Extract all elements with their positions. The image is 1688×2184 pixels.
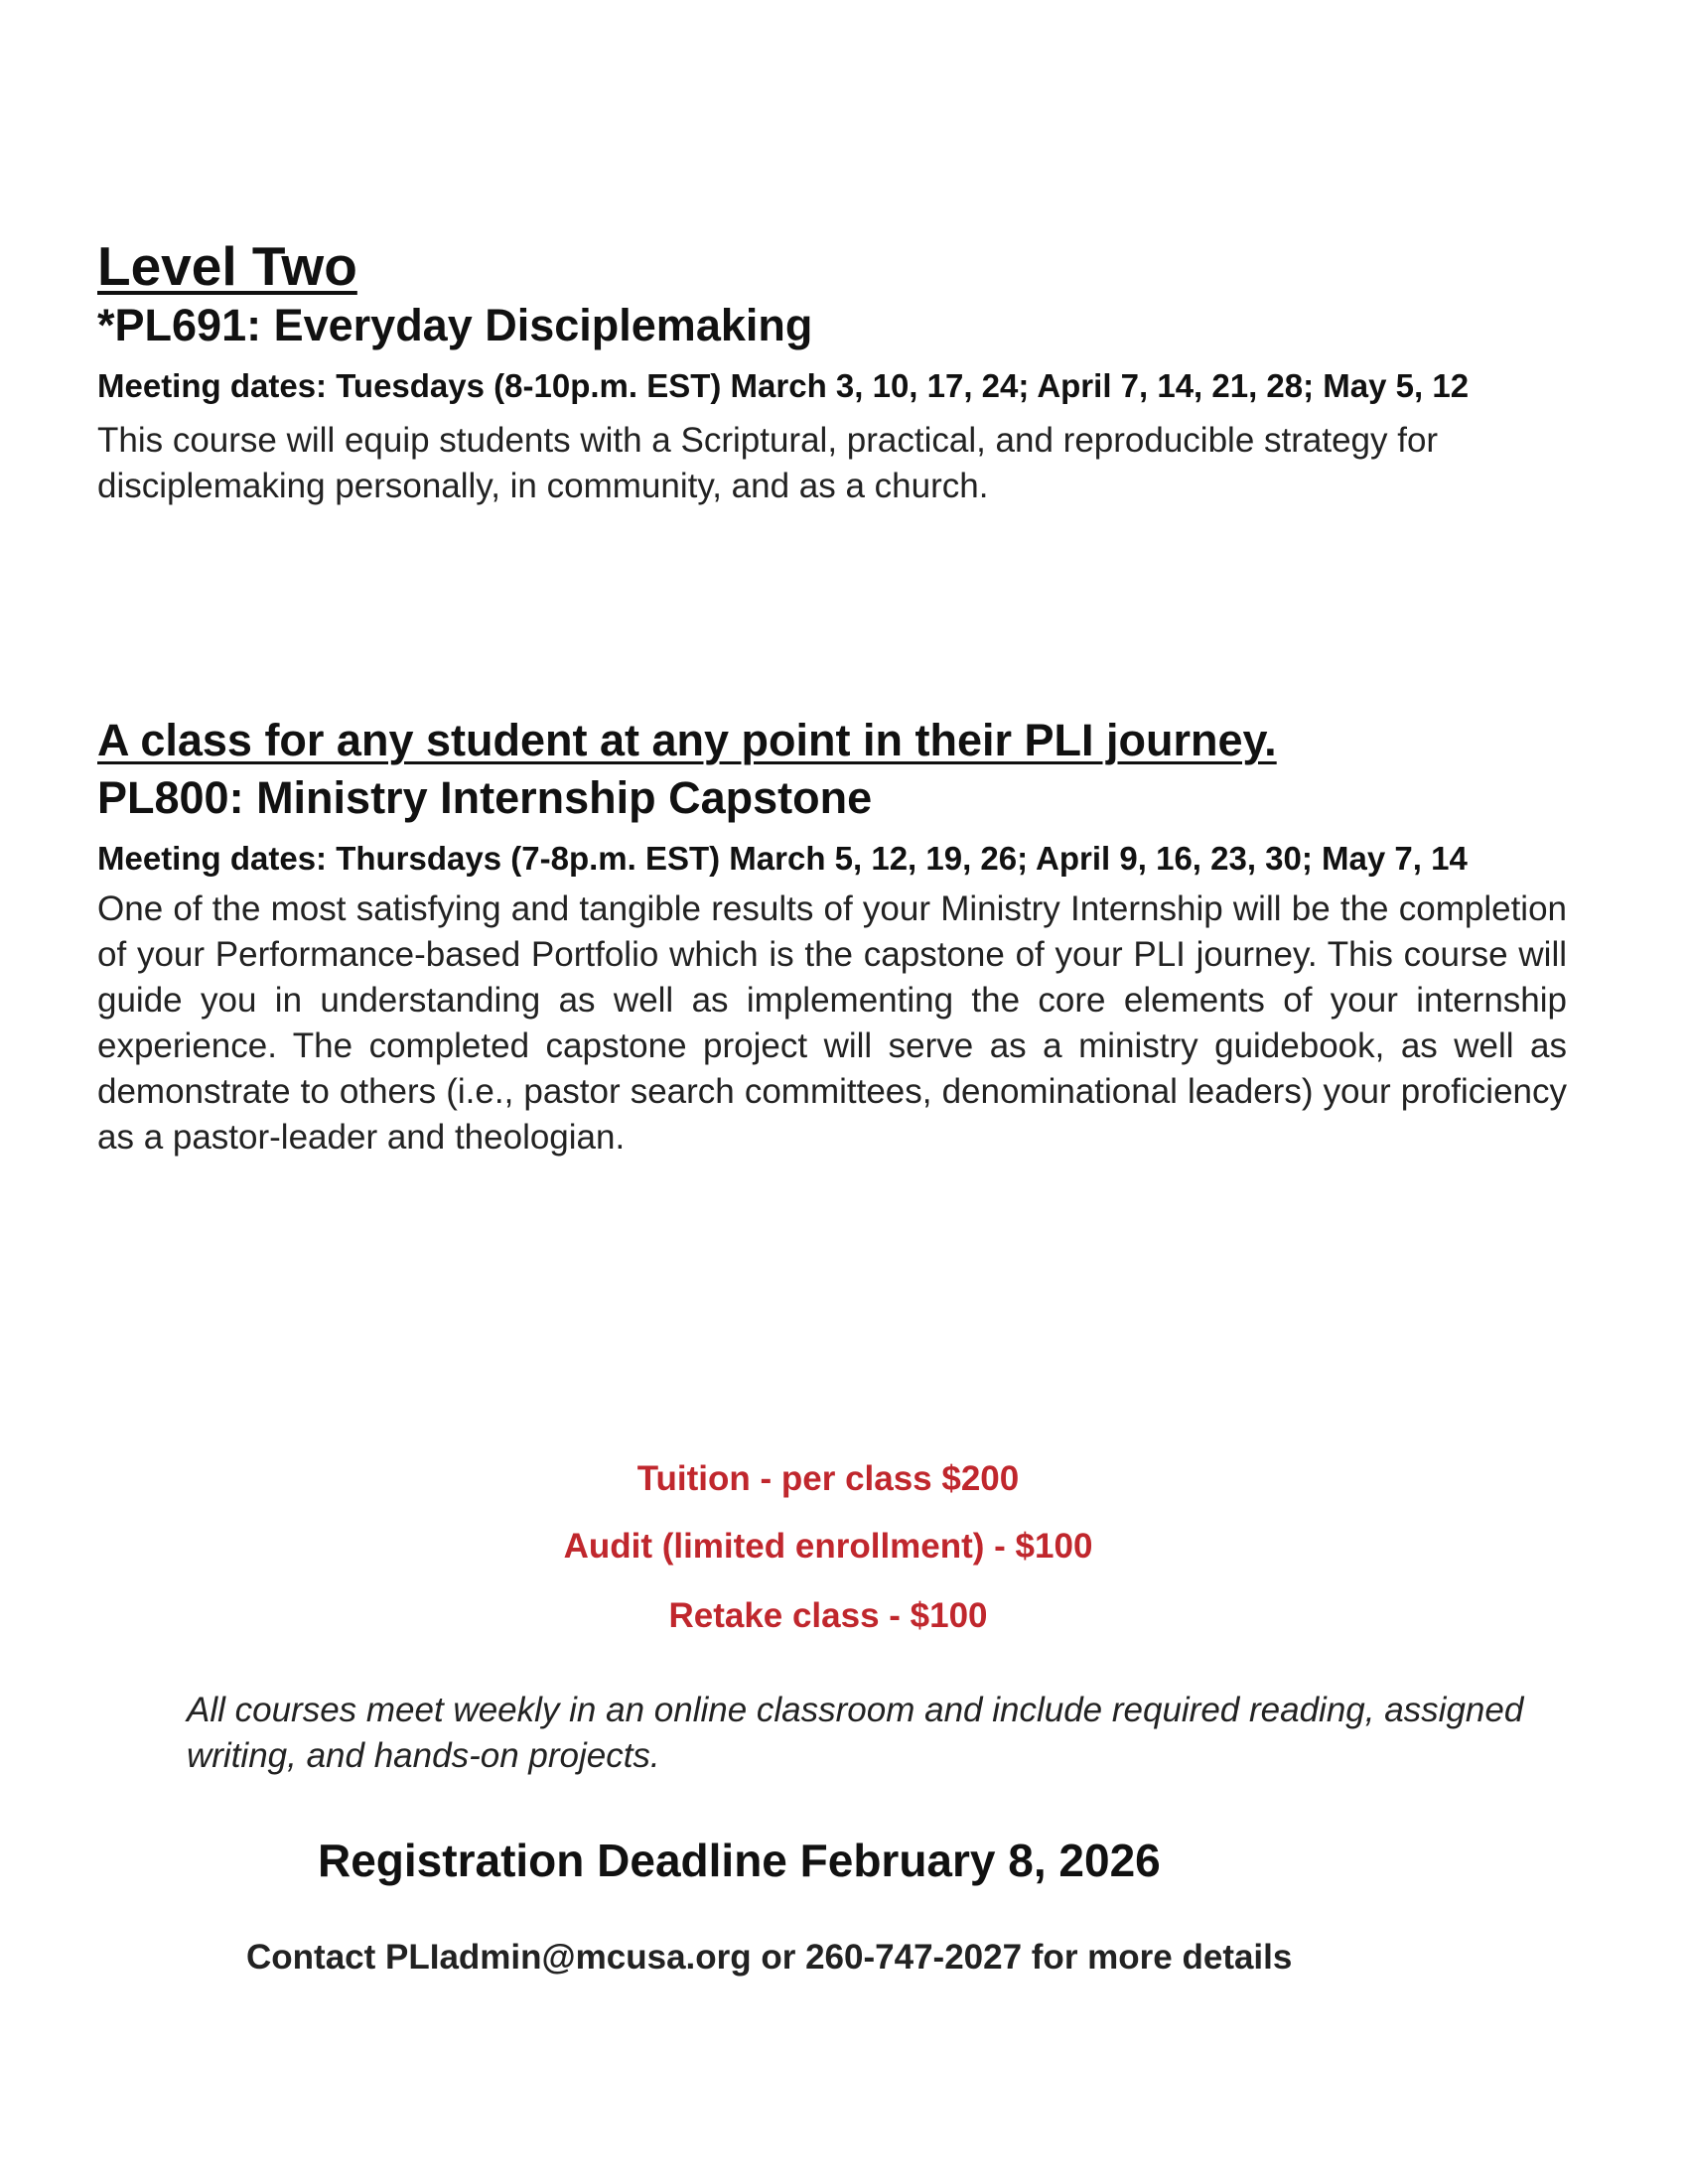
any-student-heading: A class for any student at any point in their PLI journey. — [97, 715, 1277, 765]
pl800-description: One of the most satisfying and tangible results of your Ministry Internship will be the completion of your Performance-based Portfolio which is the capstone of your PLI journey. This course will guide you in understanding as well as implementing the core elements of your internship experience. The completed capstone project will serve as a ministry guidebook, as well as demonstrate to others (i.e., pastor search committees, denominational leaders) your proficiency as a pastor-leader and theologian. — [97, 889, 1567, 1157]
tuition-price: Tuition - per class $200 — [636, 1459, 1020, 1498]
any-student-section — [97, 711, 1567, 1160]
course-format-note: All courses meet weekly in an online classroom and include required reading, assigned writing, and hands-on projects. — [187, 1691, 1524, 1775]
pl691-meeting-dates: Meeting dates: Tuesdays (8-10p.m. EST) March 3, 10, 17, 24; April 7, 14, 21, 28; May 5, 12 — [97, 367, 1470, 404]
pl691-course-title: *PL691: Everyday Disciplemaking — [97, 300, 813, 350]
level-two-section — [97, 234, 1567, 509]
pl691-description: This course will equip students with a Scriptural, practical, and reproducible strategy for disciplemaking personally, in community, and as a church. — [97, 421, 1439, 505]
audit-price: Audit (limited enrollment) - $100 — [563, 1527, 1093, 1566]
level-two-heading: Level Two — [97, 235, 357, 297]
pl800-course-title: PL800: Ministry Internship Capstone — [97, 772, 873, 823]
registration-deadline: Registration Deadline February 8, 2026 — [318, 1835, 1161, 1886]
retake-price: Retake class - $100 — [668, 1596, 988, 1635]
contact-info: Contact PLIadmin@mcusa.org or 260-747-2027 for more details — [246, 1938, 1293, 1977]
pl800-meeting-dates: Meeting dates: Thursdays (7-8p.m. EST) March 5, 12, 19, 26; April 9, 16, 23, 30; May 7, 14 — [97, 840, 1468, 877]
